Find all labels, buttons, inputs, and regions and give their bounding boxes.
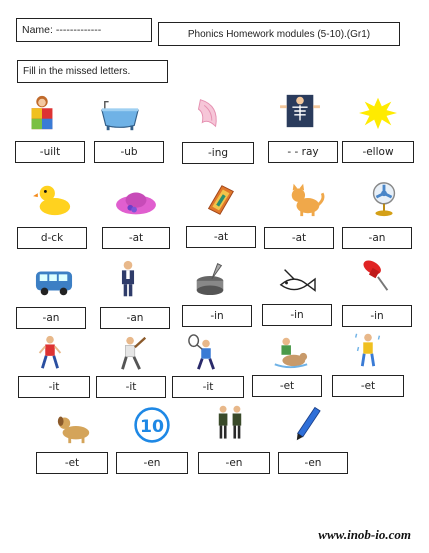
boy-hit-icon [110, 334, 154, 372]
answer-box[interactable] [182, 142, 254, 164]
duck-icon [31, 180, 75, 218]
name-label: Name: ------------- [22, 24, 102, 36]
girl-quilt-icon [20, 94, 64, 132]
word-hint: -an [368, 232, 386, 244]
answer-box[interactable] [252, 375, 322, 397]
word-hint: -in [370, 310, 384, 322]
answer-box[interactable] [182, 305, 252, 327]
answer-box[interactable] [16, 307, 86, 329]
word-hint: - - ray [287, 146, 319, 158]
push-pin-icon [354, 256, 398, 294]
answer-box[interactable] [342, 305, 412, 327]
answer-box[interactable] [342, 141, 414, 163]
man-icon [106, 260, 150, 298]
word-hint: -en [225, 457, 243, 469]
answer-box[interactable] [102, 227, 170, 249]
cat-icon [284, 180, 328, 218]
answer-box[interactable] [36, 452, 108, 474]
answer-box[interactable] [94, 141, 164, 163]
answer-box[interactable] [96, 376, 166, 398]
answer-box[interactable] [332, 375, 404, 397]
word-hint: -ellow [362, 146, 394, 158]
word-hint: -an [126, 312, 144, 324]
answer-box[interactable] [17, 227, 87, 249]
answer-box[interactable] [264, 227, 334, 249]
word-hint: -uilt [39, 146, 61, 158]
title-box [158, 22, 400, 46]
boy-racket-icon [184, 334, 228, 372]
word-hint: -et [64, 457, 80, 469]
word-hint: -at [128, 232, 144, 244]
van-icon [32, 262, 76, 300]
number-ten-label: 10 [139, 416, 165, 437]
word-hint: -en [143, 457, 161, 469]
word-hint: -in [210, 310, 224, 322]
answer-box[interactable] [15, 141, 85, 163]
name-field-box[interactable] [16, 18, 152, 42]
word-hint: -at [213, 231, 229, 243]
answer-box[interactable] [18, 376, 90, 398]
word-hint: -at [291, 232, 307, 244]
word-hint: -it [125, 381, 137, 393]
fan-icon [362, 180, 406, 218]
wet-pet-icon [268, 332, 312, 370]
yellow-splash-icon [356, 94, 400, 132]
two-men-icon [208, 404, 252, 442]
boy-wet-icon [346, 330, 390, 368]
number-ten-icon [130, 406, 174, 444]
xray-icon [278, 92, 322, 130]
answer-box[interactable] [186, 226, 256, 248]
answer-box[interactable] [172, 376, 244, 398]
hat-icon [114, 184, 158, 222]
word-hint: -it [48, 381, 60, 393]
footer-url: www.inob-io.com [318, 527, 411, 542]
word-hint: -an [42, 312, 60, 324]
word-hint: -et [279, 380, 295, 392]
word-hint: -ub [120, 146, 138, 158]
bathtub-icon [98, 96, 142, 134]
answer-box[interactable] [198, 452, 270, 474]
tin-can-icon [188, 258, 232, 296]
instruction-box [17, 60, 168, 83]
answer-box[interactable] [268, 141, 338, 163]
fish-pin-icon [274, 262, 318, 300]
word-hint: -ing [207, 147, 229, 159]
answer-box[interactable] [116, 452, 188, 474]
answer-box[interactable] [342, 227, 412, 249]
word-hint: -it [202, 381, 214, 393]
word-hint: -et [360, 380, 376, 392]
instruction-text: Fill in the missed letters. [23, 66, 131, 77]
word-hint: -en [304, 457, 322, 469]
word-hint: -in [290, 309, 304, 321]
pen-icon [286, 404, 330, 442]
answer-box[interactable] [262, 304, 332, 326]
word-hint: d-ck [40, 232, 64, 244]
pet-dog-icon [52, 408, 96, 446]
worksheet-title: Phonics Homework modules (5-10).(Gr1) [187, 28, 371, 40]
wing-icon [186, 94, 230, 132]
mat-icon [198, 180, 242, 218]
answer-box[interactable] [100, 307, 170, 329]
boy-sit-icon [28, 334, 72, 372]
answer-box[interactable] [278, 452, 348, 474]
